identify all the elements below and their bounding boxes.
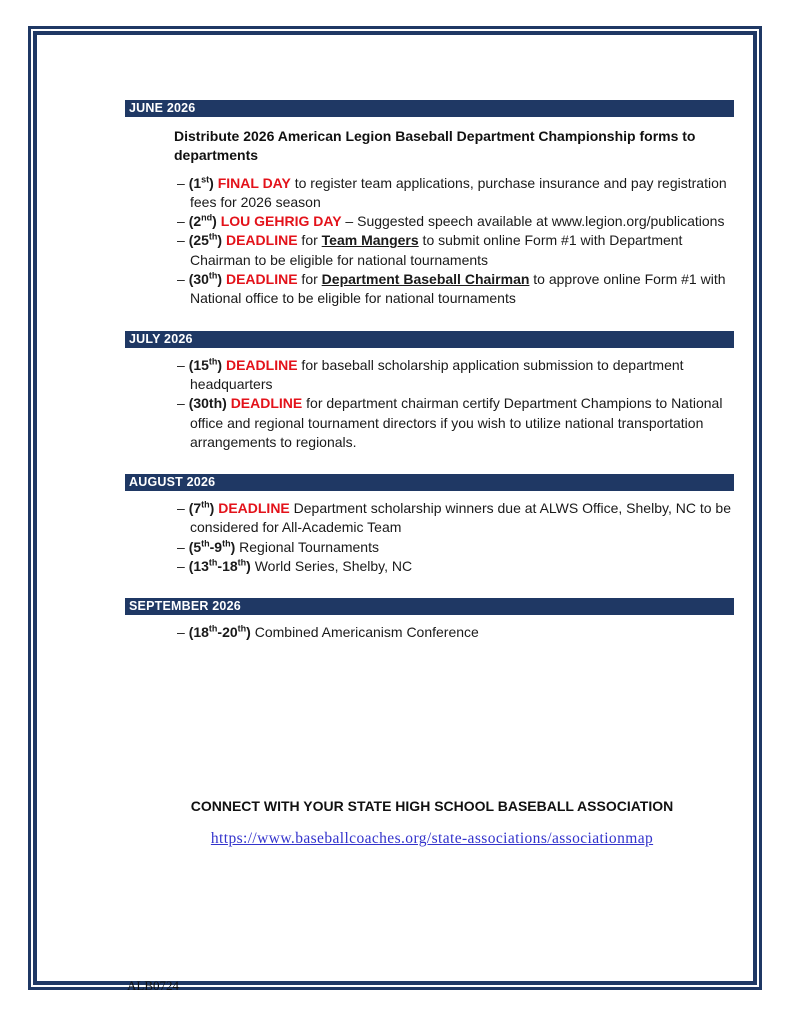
text-run: nd — [201, 212, 213, 223]
calendar-section — [74, 474, 790, 576]
text-run: for — [297, 271, 322, 288]
calendar-item — [177, 557, 735, 576]
text-run: – Suggested speech available at www.legion.org/publications — [341, 213, 725, 230]
text-run: (15 — [188, 356, 209, 373]
calendar-item-list — [177, 356, 735, 452]
text-run: to submit online Form #1 with Department Chairman to be eligible for national tournaments — [190, 232, 683, 268]
text-run: th — [208, 356, 218, 367]
text-run: to register team applications, purchase insurance and pay registration fees for 2026 season — [190, 174, 727, 210]
text-run: th — [201, 538, 210, 549]
dash-marker: – — [177, 213, 189, 230]
doc-code: ALB0724 — [127, 978, 179, 993]
text-run: -9 — [209, 538, 223, 555]
association-map-link[interactable]: https://www.baseballcoaches.org/state-associations/associationmap — [210, 830, 654, 847]
text-run: DEADLINE — [225, 232, 298, 249]
text-run: for — [297, 232, 322, 249]
dash-marker: – — [177, 271, 189, 288]
text-run: FINAL DAY — [217, 174, 291, 191]
text-run: DEADLINE — [230, 395, 303, 412]
text-run: (2 — [188, 213, 202, 230]
text-run: DEADLINE — [218, 500, 290, 517]
section-intro: Distribute 2026 American Legion Baseball Department Championship forms to departments — [174, 128, 696, 164]
text-run: th — [237, 557, 247, 568]
text-run: (30 — [188, 271, 209, 288]
text-run: (7 — [188, 500, 202, 517]
text-run: Regional Tournaments — [235, 538, 379, 555]
text-run: LOU GEHRIG DAY — [220, 213, 342, 230]
dash-marker: – — [177, 624, 189, 641]
calendar-section — [74, 331, 790, 452]
text-run: ) — [246, 624, 251, 641]
text-run: -20 — [217, 624, 238, 641]
text-run: ) — [246, 558, 251, 575]
text-run: Department Baseball Chairman — [321, 271, 530, 288]
dash-marker: – — [177, 538, 189, 555]
text-run: (5 — [188, 538, 202, 555]
text-run: th — [201, 499, 210, 510]
calendar-item — [177, 270, 735, 309]
calendar-item-list — [177, 623, 735, 642]
dash-marker: – — [177, 356, 189, 373]
text-run: Combined Americanism Conference — [250, 624, 479, 641]
text-run: DEADLINE — [225, 356, 298, 373]
text-run: th — [237, 623, 247, 634]
section-header-bar: SEPTEMBER 2026 — [125, 598, 734, 615]
text-run: ) — [209, 174, 218, 191]
calendar-section — [74, 598, 790, 642]
calendar-item — [177, 231, 735, 270]
text-run: th — [208, 623, 218, 634]
text-run: to approve online Form #1 with National office to be eligible for national tournaments — [190, 271, 726, 307]
text-run: th — [208, 231, 218, 242]
text-run: World Series, Shelby, NC — [250, 558, 413, 575]
calendar-item-list — [177, 174, 735, 309]
text-run: th — [222, 538, 231, 549]
text-run: ) — [217, 232, 226, 249]
text-run: DEADLINE — [225, 271, 298, 288]
text-run: (1 — [188, 174, 202, 191]
text-run: for department chairman certify Department Champions to National office and regional tournament directors if you wish to utilize national transportation arrangements to regionals. — [190, 395, 723, 450]
text-run: ) — [217, 356, 226, 373]
text-run: th — [208, 557, 218, 568]
page-border-frame — [28, 26, 762, 993]
calendar-item — [177, 174, 735, 213]
calendar-item — [177, 394, 735, 452]
text-run: ) — [212, 213, 221, 230]
calendar-item — [177, 212, 735, 231]
calendar-item — [177, 499, 735, 538]
section-header-bar: JUNE 2026 — [125, 100, 734, 117]
text-run: Team Mangers — [321, 232, 419, 249]
text-run: (13 — [188, 558, 209, 575]
text-run: -18 — [217, 558, 238, 575]
text-run: for baseball scholarship application submission to department headquarters — [190, 356, 684, 392]
dash-marker: – — [177, 174, 189, 191]
text-run: th — [208, 270, 218, 281]
link-row — [74, 829, 790, 848]
text-run: (30th) — [188, 395, 231, 412]
page-content — [74, 70, 790, 1016]
calendar-item-list — [177, 499, 735, 576]
page-border-inner — [33, 31, 757, 993]
calendar-item — [177, 538, 735, 557]
dash-marker: – — [177, 395, 189, 412]
section-header-bar: AUGUST 2026 — [125, 474, 734, 491]
text-run: ) — [230, 538, 236, 555]
text-run: Department scholarship winners due at ALWS Office, Shelby, NC to be considered for All-Academic Team — [190, 500, 731, 536]
section-header-bar: JULY 2026 — [125, 331, 734, 348]
text-run: (25 — [188, 232, 209, 249]
calendar-section — [74, 100, 790, 309]
connect-heading: CONNECT WITH YOUR STATE HIGH SCHOOL BASEBALL ASSOCIATION — [190, 798, 674, 814]
text-run: (18 — [188, 624, 209, 641]
calendar-item — [177, 623, 735, 642]
calendar-item — [177, 356, 735, 395]
text-run: st — [201, 173, 210, 184]
calendar-sections — [74, 100, 790, 643]
text-run: ) — [209, 500, 219, 517]
dash-marker: – — [177, 232, 189, 249]
dash-marker: – — [177, 500, 189, 517]
text-run: ) — [217, 271, 226, 288]
dash-marker: – — [177, 558, 189, 575]
